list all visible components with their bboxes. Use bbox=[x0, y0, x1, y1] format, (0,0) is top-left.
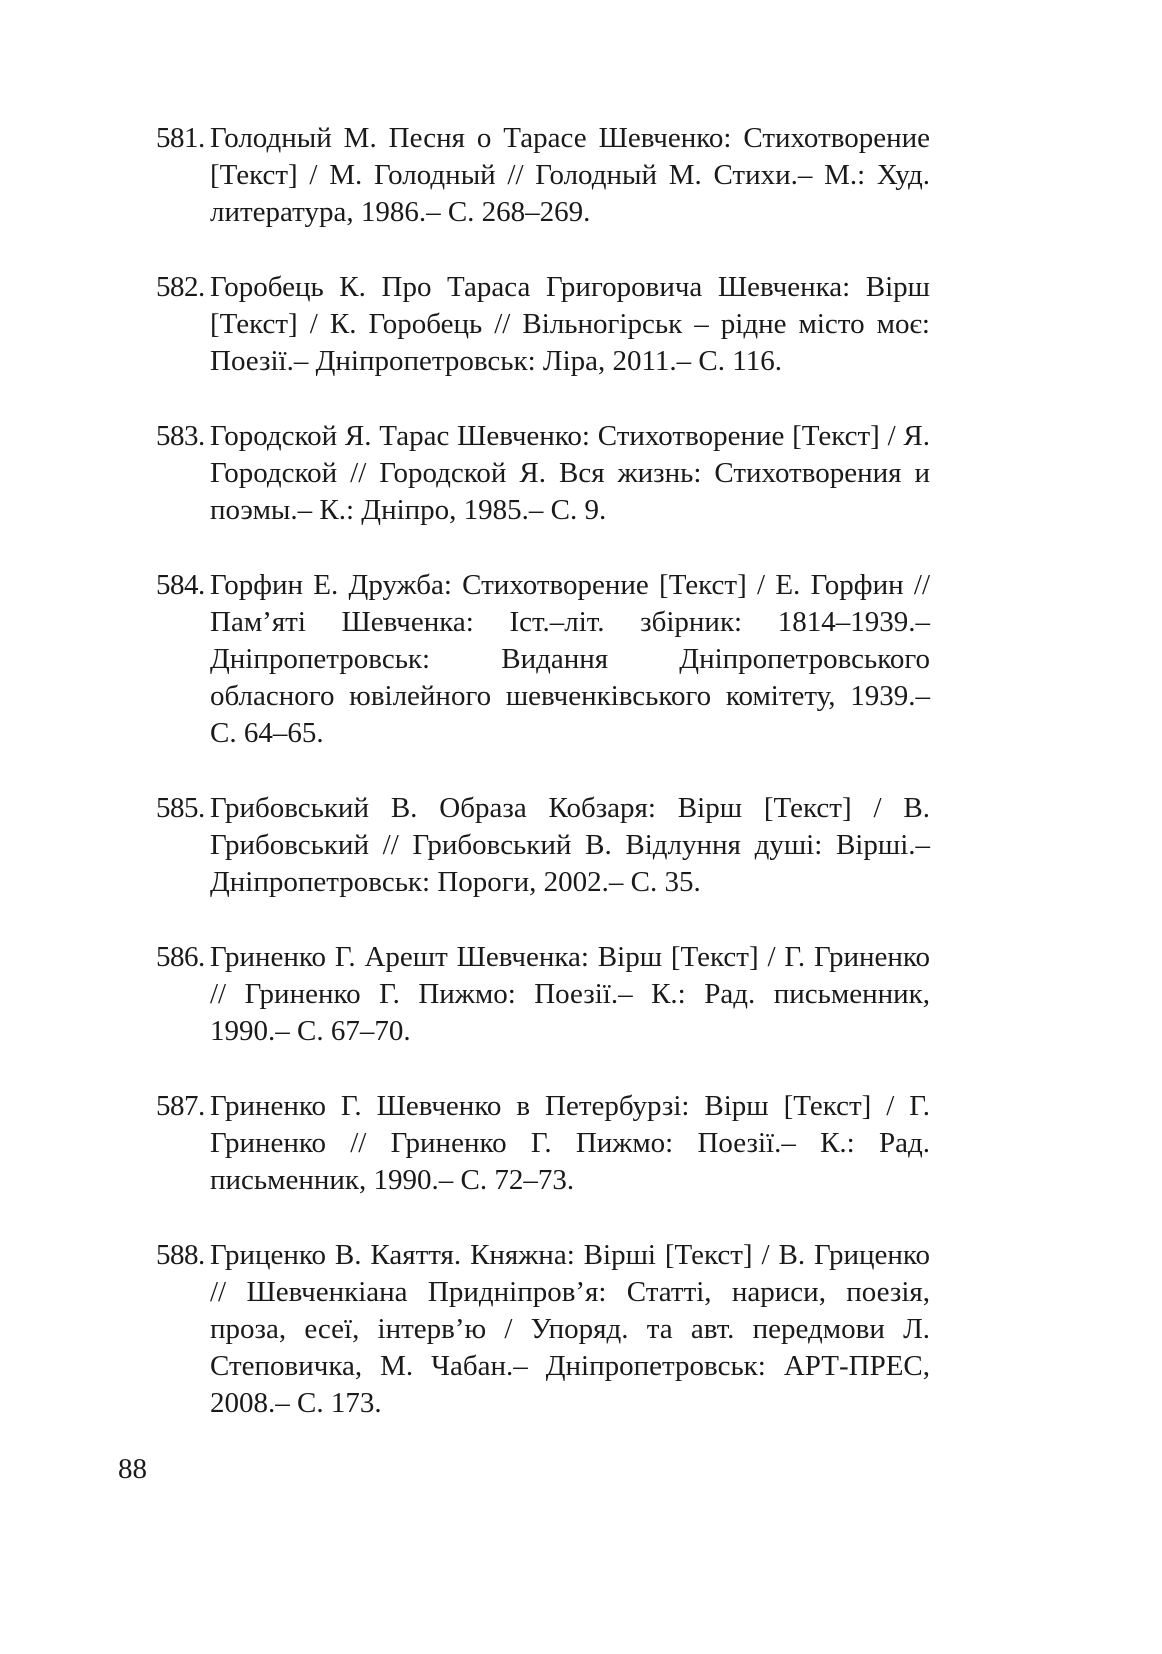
entry-number: 582. bbox=[156, 271, 205, 303]
bibliography-entry bbox=[156, 567, 930, 752]
entry-number: 584. bbox=[156, 569, 205, 601]
bibliography-list bbox=[156, 120, 930, 1460]
entry-number: 586. bbox=[156, 941, 205, 973]
entry-text: Голодный М. Песня о Тарасе Шевченко: Стихотворение [Текст] / М. Голодный // Голодный М. Стихи.– М.: Худ. литература, 1986.– С. 268–269. bbox=[210, 122, 930, 228]
page-number: 88 bbox=[118, 1453, 147, 1485]
entry-text: Гриценко В. Каяття. Княжна: Вірші [Текст] / В. Гриценко // Шевченкіана Придніпров’я: Статті, нариси, поезія, проза, есеї, інтерв’ю / Упоряд. та авт. передмови Л. Степовичка, М. Чабан.– Дніпропетровськ: АРТ-ПРЕС, 2008.– С. 173. bbox=[210, 1239, 930, 1419]
bibliography-entry bbox=[156, 269, 930, 380]
entry-number: 587. bbox=[156, 1090, 205, 1122]
entry-number: 583. bbox=[156, 420, 205, 452]
bibliography-entry bbox=[156, 418, 930, 529]
bibliography-entry bbox=[156, 939, 930, 1050]
entry-text: Горфин Е. Дружба: Стихотворение [Текст] / Е. Горфин // Пам’яті Шевченка: Іст.–літ. збірник: 1814–1939.– Дніпропетровськ: Видання Дніпропетровського обласного ювілейного шевченківського комітету, 1939.– С. 64–65. bbox=[210, 569, 930, 749]
entry-number: 588. bbox=[156, 1239, 205, 1271]
entry-text: Гриненко Г. Арешт Шевченка: Вірш [Текст] / Г. Гриненко // Гриненко Г. Пижмо: Поезії.– К.: Рад. письменник, 1990.– С. 67–70. bbox=[210, 941, 930, 1047]
entry-text: Гриненко Г. Шевченко в Петербурзі: Вірш [Текст] / Г. Гриненко // Гриненко Г. Пижмо: Поезії.– К.: Рад. письменник, 1990.– С. 72–73. bbox=[210, 1090, 930, 1196]
entry-text: Горобець К. Про Тараса Григоровича Шевченка: Вірш [Текст] / К. Горобець // Вільногірськ – рідне місто моє: Поезії.– Дніпропетровськ: Ліра, 2011.– С. 116. bbox=[210, 271, 930, 377]
entry-number: 581. bbox=[156, 122, 205, 154]
entry-text: Городской Я. Тарас Шевченко: Стихотворение [Текст] / Я. Городской // Городской Я. Вся жизнь: Стихотворения и поэмы.– К.: Дніпро, 1985.– С. 9. bbox=[210, 420, 930, 526]
bibliography-entry bbox=[156, 790, 930, 901]
bibliography-entry bbox=[156, 1088, 930, 1199]
entry-number: 585. bbox=[156, 792, 205, 824]
bibliography-entry bbox=[156, 120, 930, 231]
entry-text: Грибовський В. Образа Кобзаря: Вірш [Текст] / В. Грибовський // Грибовський В. Відлуння душі: Вірші.– Дніпропетровськ: Пороги, 2002.– С. 35. bbox=[210, 792, 930, 898]
bibliography-entry bbox=[156, 1237, 930, 1422]
